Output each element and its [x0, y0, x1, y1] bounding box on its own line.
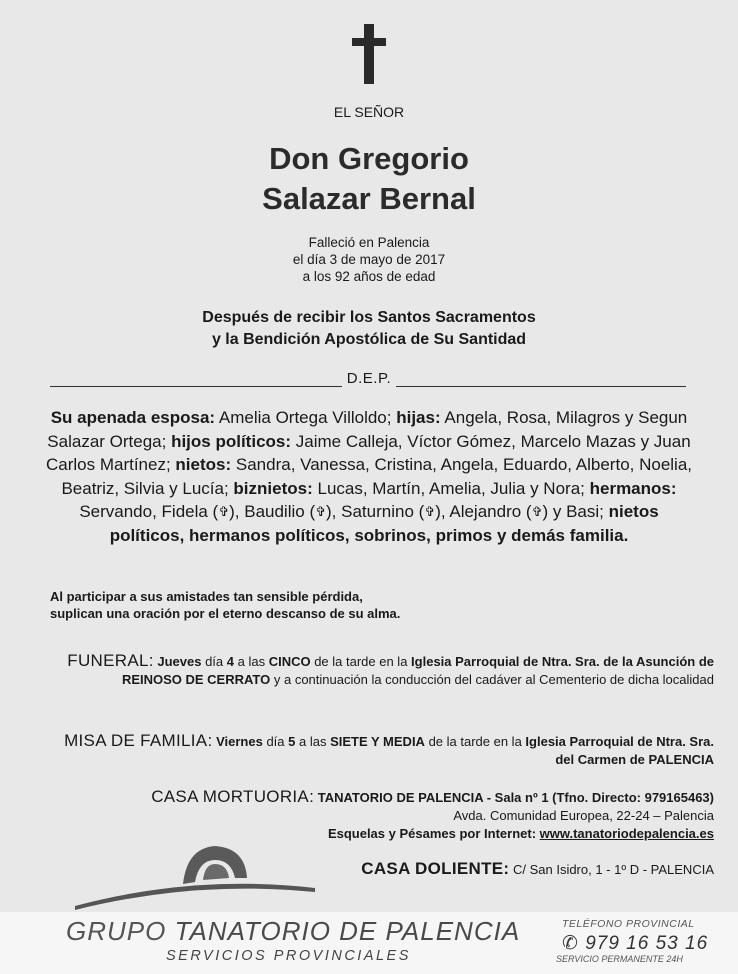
dep-text: D.E.P.: [346, 370, 392, 387]
funeral-section: FUNERAL: Jueves día 4 a las CINCO de la tarde en la Iglesia Parroquial de Ntra. Sra. de la Asunción de REINOSO DE CERRATO y a continuación la conducción del cadáver al Cementerio de dicha localidad: [67, 651, 714, 687]
sacraments-line1: Después de recibir los Santos Sacramentos: [202, 309, 536, 326]
death-date: el día 3 de mayo de 2017: [292, 252, 446, 267]
footer-banner: [0, 912, 738, 974]
phone-icon: ✆: [562, 933, 586, 954]
cross-icon: [352, 24, 386, 84]
death-place: Falleció en Palencia: [308, 235, 430, 250]
mortuoria-section: CASA MORTUORIA: TANATORIO DE PALENCIA - Sala nº 1 (Tfno. Directo: 979165463) Avda. Comunidad Europea, 22-24 – Palencia Esquelas y Pésames por Internet: www.tanatoriodepalencia.es: [151, 787, 714, 841]
group-name: GRUPO TANATORIO DE PALENCIA: [66, 916, 521, 946]
doliente-section: CASA DOLIENTE: C/ San Isidro, 1 - 1º D - PALENCIA: [361, 859, 714, 878]
website-link[interactable]: www.tanatoriodepalencia.es: [539, 826, 714, 841]
misa-section: MISA DE FAMILIA: Viernes día 5 a las SIETE Y MEDIA de la tarde en la Iglesia Parroquial de Ntra. Sra. del Carmen de PALENCIA: [64, 731, 714, 767]
death-age: a los 92 años de edad: [302, 269, 436, 284]
title-label: EL SEÑOR: [333, 104, 405, 120]
deceased-cross-icon: ✞: [424, 504, 436, 519]
participation-text: Al participar a sus amistades tan sensible pérdida, suplican una oración por el eterno descanso de su alma.: [50, 589, 401, 621]
deceased-name-line2: Salazar Bernal: [262, 181, 476, 216]
sacraments-line2: y la Bendición Apostólica de Su Santidad: [211, 331, 527, 348]
deceased-cross-icon: ✞: [531, 504, 543, 519]
family-list: Su apenada esposa: Amelia Ortega Villoldo; hijas: Angela, Rosa, Milagros y Segun Salazar Ortega; hijos políticos: Jaime Calleja, Víctor Gómez, Marcelo Mazas y Juan Carlos Martínez; nietos: Sandra, Vanessa, Cristina, Angela, Eduardo, Alberto, Noelia, Beatriz, Silvia y Lucía; biznietos: Lucas, Martín, Amelia, Julia y Nora; hermanos: Servando, Fidela (✞), Baudilio (✞), Saturnino (✞), Alejandro (✞) y Basi; nietos políticos, hermanos políticos, sobrinos, primos y demás familia.: [45, 408, 693, 545]
deceased-cross-icon: ✞: [315, 504, 327, 519]
service-24h-label: SERVICIO PERMANENTE 24H: [556, 954, 683, 964]
dep-divider: [50, 370, 686, 390]
services-label: SERVICIOS PROVINCIALES: [166, 948, 411, 964]
deceased-cross-icon: ✞: [218, 504, 230, 519]
phone-label: TELÉFONO PROVINCIAL: [562, 918, 695, 930]
phone-number: ✆ 979 16 53 16: [562, 933, 709, 954]
deceased-name-line1: Don Gregorio: [269, 141, 469, 176]
